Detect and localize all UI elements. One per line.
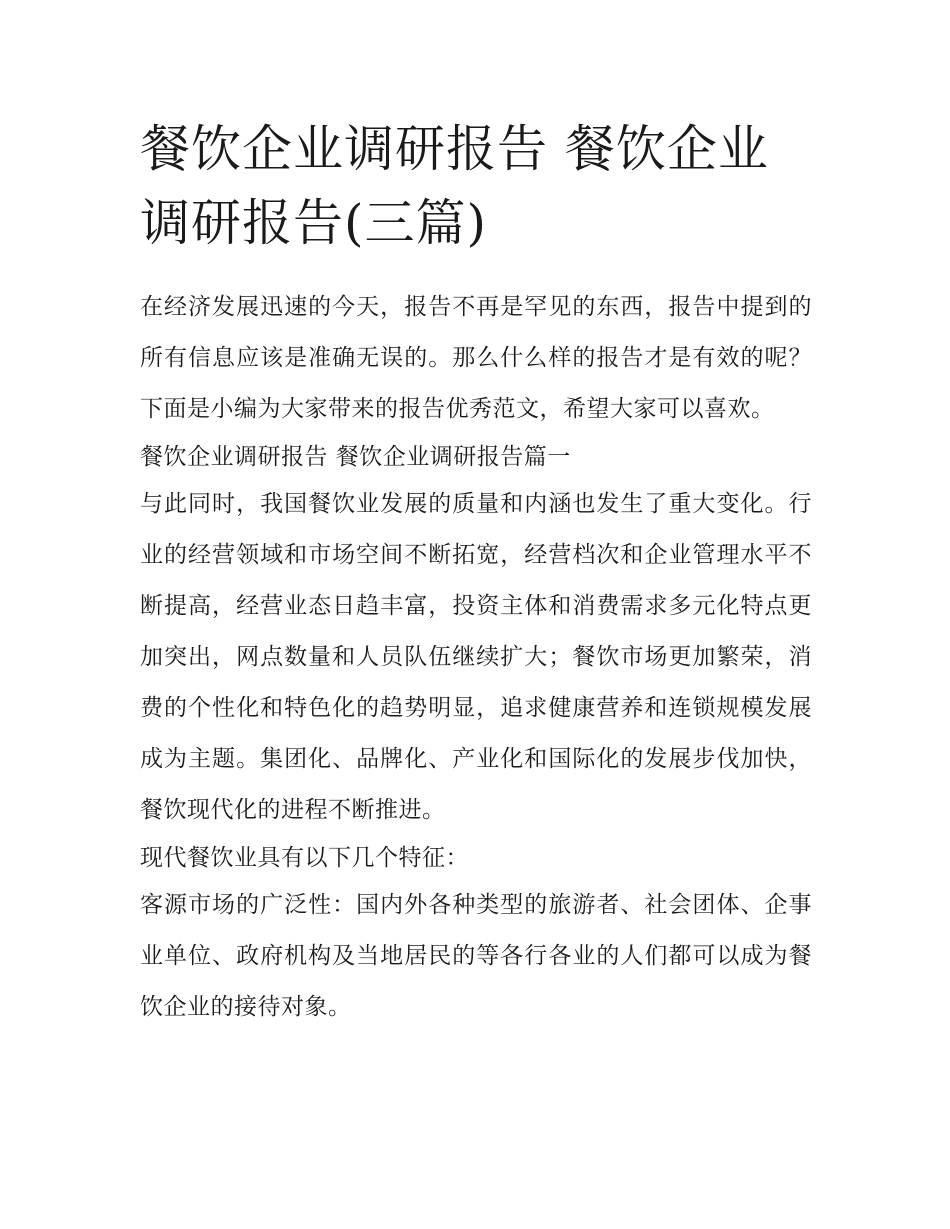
document-title: 餐饮企业调研报告 餐饮企业调研报告(三篇) xyxy=(140,120,769,252)
document-page xyxy=(140,112,812,1033)
body-paragraph: 与此同时，我国餐饮业发展的质量和内涵也发生了重大变化。行业的经营领域和市场空间不断拓宽，经营档次和企业管理水平不断提高，经营业态日趋丰富，投资主体和消费需求多元化特点更加突出，网点数量和人员队伍继续扩大；餐饮市场更加繁荣，消费的个性化和特色化的趋势明显，追求健康营养和连锁规模发展成为主题。集团化、品牌化、产业化和国际化的发展步伐加快，餐饮现代化的进程不断推进。 xyxy=(140,491,812,823)
feature-paragraph: 客源市场的广泛性：国内外各种类型的旅游者、社会团体、企事业单位、政府机构及当地居民的等各行各业的人们都可以成为餐饮企业的接待对象。 xyxy=(140,892,812,1020)
intro-paragraph: 在经济发展迅速的今天，报告不再是罕见的东西，报告中提到的所有信息应该是准确无误的。那么什么样的报告才是有效的呢？下面是小编为大家带来的报告优秀范文，希望大家可以喜欢。 xyxy=(140,294,812,422)
section-heading: 餐饮企业调研报告 餐饮企业调研报告篇一 xyxy=(140,444,571,470)
features-heading: 现代餐饮业具有以下几个特征： xyxy=(140,845,469,871)
